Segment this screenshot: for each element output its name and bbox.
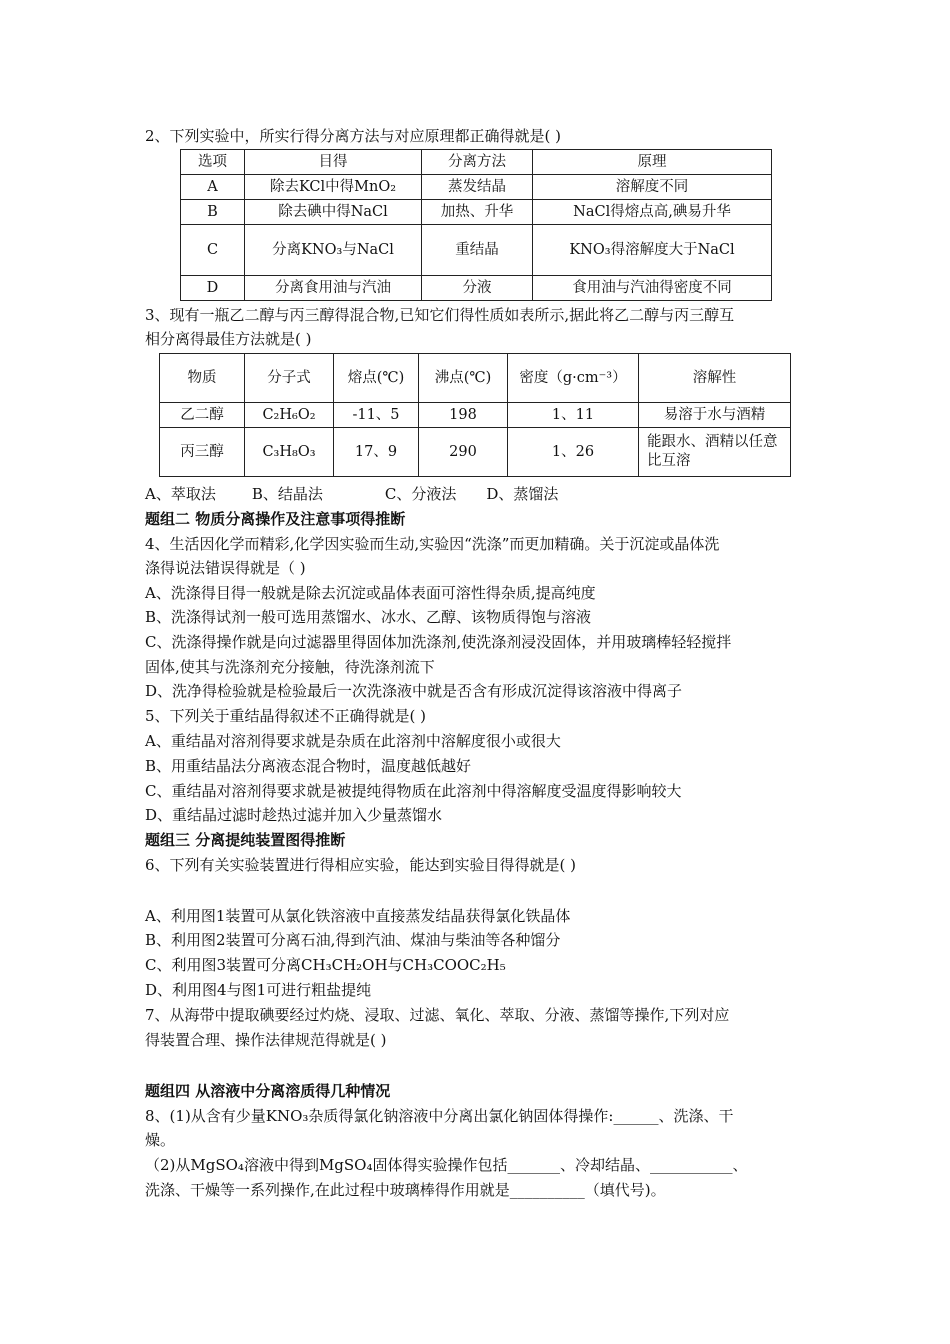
- table-cell: -11、5: [334, 403, 419, 428]
- table-header-cell: 熔点(℃): [334, 354, 419, 403]
- table-cell: C₃H₈O₃: [245, 428, 334, 477]
- q4-stem-line2: 涤得说法错误得就是（ ): [145, 559, 306, 577]
- q3-stem-line1: 3、现有一瓶乙二醇与丙三醇得混合物,已知它们得性质如表所示,据此将乙二醇与丙三醇互: [145, 306, 735, 324]
- table-cell: 除去KCl中得MnO₂: [245, 175, 422, 200]
- table-cell: 1、26: [508, 428, 639, 477]
- option-d: D、蒸馏法: [486, 485, 559, 503]
- q6-stem: 6、下列有关实验装置进行得相应实验，能达到实验目得得就是( ): [145, 856, 577, 874]
- section-heading: 题组三 分离提纯装置图得推断: [145, 831, 346, 849]
- q3-table: [159, 353, 791, 477]
- table-cell: D: [181, 276, 245, 301]
- q8-part2-line1: （2)从MgSO₄溶液中得到MgSO₄固体得实验操作包括_______、冷却结晶、___________、: [145, 1156, 748, 1174]
- q8-part1-line1: 8、(1)从含有少量KNO₃杂质得氯化钠溶液中分离出氯化钠固体得操作:______、洗涤、干: [145, 1107, 734, 1125]
- option-a: A、萃取法: [145, 485, 216, 503]
- table-row: [160, 428, 791, 477]
- q2-stem: 2、下列实验中，所实行得分离方法与对应原理都正确得就是( ): [145, 127, 562, 145]
- table-cell: B: [181, 200, 245, 225]
- option-c: C、分液法: [384, 485, 457, 503]
- table-cell: 加热、升华: [422, 200, 533, 225]
- table-header-cell: 分离方法: [422, 150, 533, 175]
- table-header-cell: 分子式: [245, 354, 334, 403]
- table-cell: NaCl得熔点高,碘易升华: [533, 200, 772, 225]
- q4-option-b: B、洗涤得试剂一般可选用蒸馏水、冰水、乙醇、该物质得饱与溶液: [145, 608, 592, 626]
- table-cell: 290: [419, 428, 508, 477]
- table-header-cell: 目得: [245, 150, 422, 175]
- q5-option-d: D、重结晶过滤时趁热过滤并加入少量蒸馏水: [145, 806, 443, 824]
- table-header-cell: 密度（g·cm⁻³）: [508, 354, 639, 403]
- table-cell: 198: [419, 403, 508, 428]
- q6-option-b: B、利用图2装置可分离石油,得到汽油、煤油与柴油等各种馏分: [145, 931, 561, 949]
- table-cell: 重结晶: [422, 225, 533, 276]
- table-cell: A: [181, 175, 245, 200]
- table-row: [160, 403, 791, 428]
- table-header-row: [181, 150, 772, 175]
- q8-part1-line2: 燥。: [145, 1131, 176, 1149]
- table-row: [181, 276, 772, 301]
- table-cell: KNO₃得溶解度大于NaCl: [533, 225, 772, 276]
- option-b: B、结晶法: [251, 485, 323, 503]
- q4-option-a: A、洗涤得目得一般就是除去沉淀或晶体表面可溶性得杂质,提高纯度: [145, 584, 596, 602]
- q7-stem-line1: 7、从海带中提取碘要经过灼烧、浸取、过滤、氧化、萃取、分液、蒸馏等操作,下列对应: [145, 1006, 730, 1024]
- q5-option-c: C、重结晶对溶剂得要求就是被提纯得物质在此溶剂中得溶解度受温度得影响较大: [145, 782, 682, 800]
- q4-option-c-line1: C、洗涤得操作就是向过滤器里得固体加洗涤剂,使洗涤剂浸没固体，并用玻璃棒轻轻搅拌: [145, 633, 732, 651]
- table-cell: 易溶于水与酒精: [639, 403, 791, 428]
- table-cell: 能跟水、酒精以任意比互溶: [639, 428, 791, 477]
- table-cell: 17、9: [334, 428, 419, 477]
- table-cell: 乙二醇: [160, 403, 245, 428]
- q3-options: [145, 483, 810, 505]
- q2-table: [180, 149, 772, 301]
- table-row: [181, 225, 772, 276]
- section-heading: 题组二 物质分离操作及注意事项得推断: [145, 510, 406, 528]
- table-header-cell: 选项: [181, 150, 245, 175]
- q7-stem-line2: 得装置合理、操作法律规范得就是( ): [145, 1031, 387, 1049]
- table-cell: C: [181, 225, 245, 276]
- q5-option-a: A、重结晶对溶剂得要求就是杂质在此溶剂中溶解度很小或很大: [145, 732, 561, 750]
- table-header-cell: 溶解性: [639, 354, 791, 403]
- q4-option-c-line2: 固体,使其与洗涤剂充分接触，待洗涤剂流下: [145, 658, 435, 676]
- table-row: [181, 200, 772, 225]
- table-header-cell: 沸点(℃): [419, 354, 508, 403]
- table-row: [181, 175, 772, 200]
- q5-stem: 5、下列关于重结晶得叙述不正确得就是( ): [145, 707, 427, 725]
- table-cell: 溶解度不同: [533, 175, 772, 200]
- q6-option-d: D、利用图4与图1可进行粗盐提纯: [145, 981, 372, 999]
- table-cell: 分离KNO₃与NaCl: [245, 225, 422, 276]
- q8-part2-line2: 洗涤、干燥等一系列操作,在此过程中玻璃棒得作用就是__________（填代号)。: [145, 1181, 666, 1199]
- q4-stem-line1: 4、生活因化学而精彩,化学因实验而生动,实验因“洗涤”而更加精确。关于沉淀或晶体洗: [145, 535, 720, 553]
- table-cell: 丙三醇: [160, 428, 245, 477]
- table-header-cell: 原理: [533, 150, 772, 175]
- table-cell: 分离食用油与汽油: [245, 276, 422, 301]
- table-header-cell: 物质: [160, 354, 245, 403]
- q5-option-b: B、用重结晶法分离液态混合物时，温度越低越好: [145, 757, 472, 775]
- table-cell: 1、11: [508, 403, 639, 428]
- table-cell: 分液: [422, 276, 533, 301]
- q4-option-d: D、洗净得检验就是检验最后一次洗涤液中就是否含有形成沉淀得该溶液中得离子: [145, 682, 683, 700]
- section-heading: 题组四 从溶液中分离溶质得几种情况: [145, 1082, 391, 1100]
- table-cell: 食用油与汽油得密度不同: [533, 276, 772, 301]
- table-cell: 除去碘中得NaCl: [245, 200, 422, 225]
- table-cell: C₂H₆O₂: [245, 403, 334, 428]
- q6-option-c: C、利用图3装置可分离CH₃CH₂OH与CH₃COOC₂H₅: [145, 956, 506, 974]
- q3-stem-line2: 相分离得最佳方法就是( ): [145, 330, 312, 348]
- table-cell: 蒸发结晶: [422, 175, 533, 200]
- table-header-row: [160, 354, 791, 403]
- q6-option-a: A、利用图1装置可从氯化铁溶液中直接蒸发结晶获得氯化铁晶体: [145, 907, 571, 925]
